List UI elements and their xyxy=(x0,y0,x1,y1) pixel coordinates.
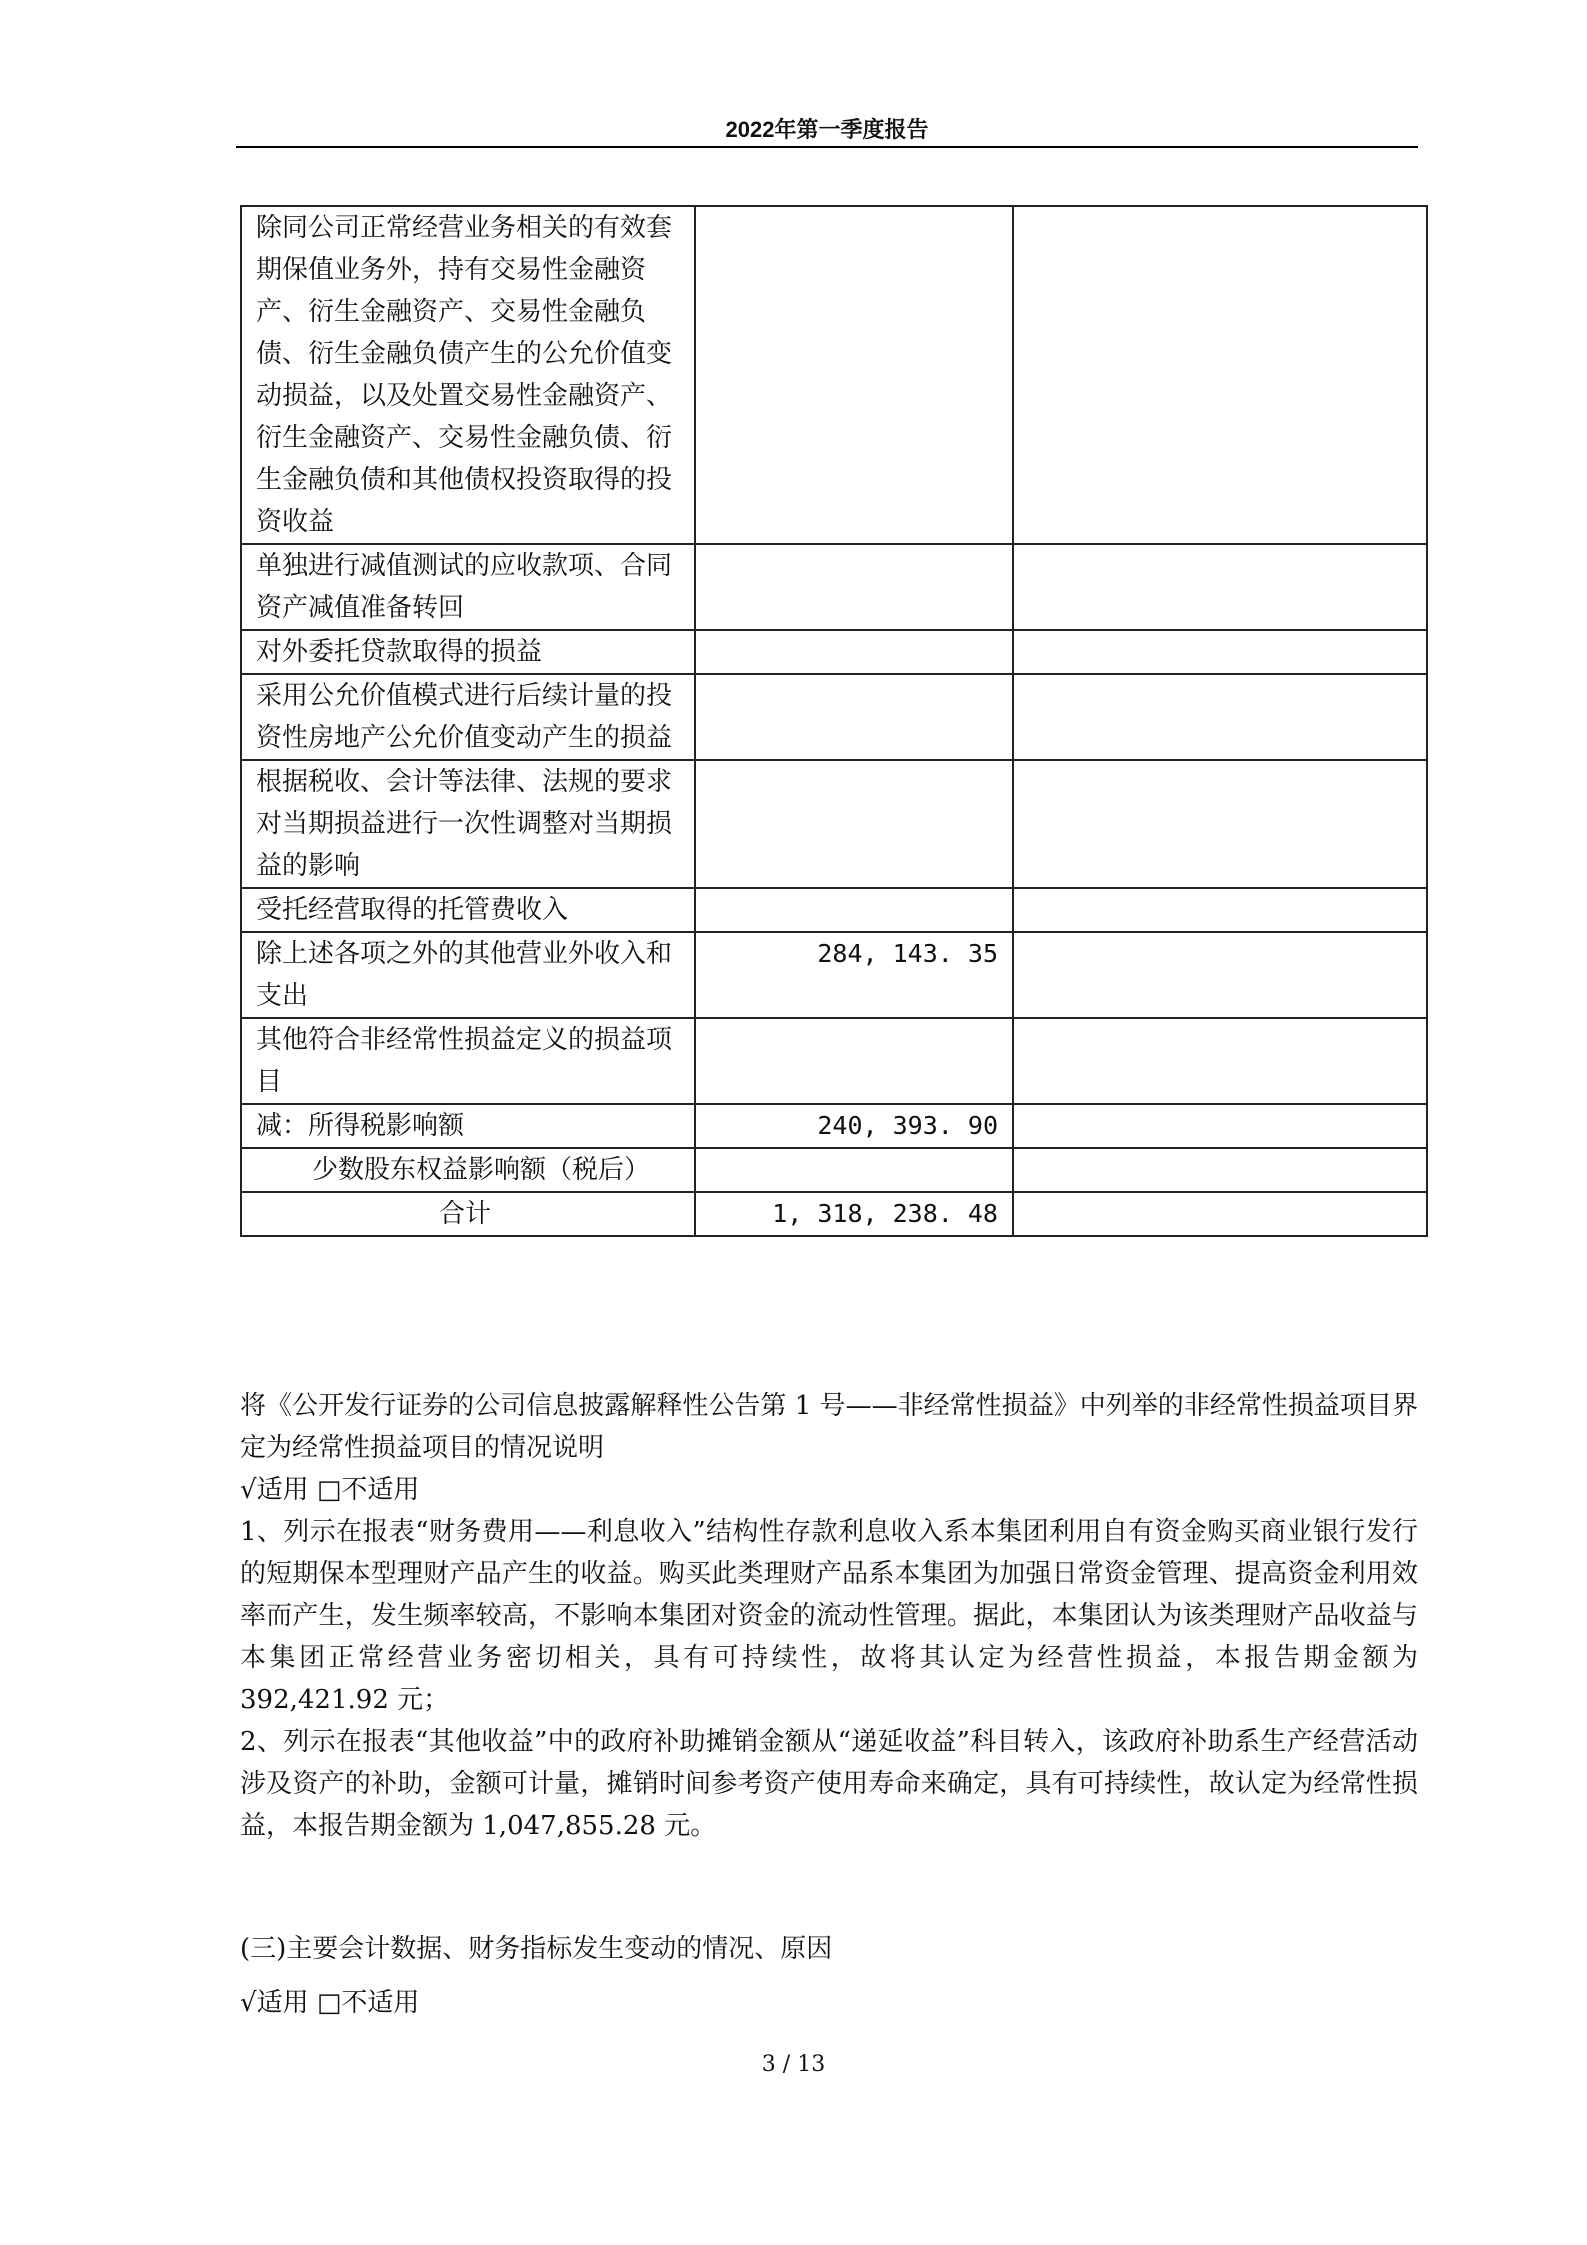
item-note xyxy=(1013,932,1427,1018)
item-label: 少数股东权益影响额（税后） xyxy=(241,1148,695,1192)
item-label: 单独进行减值测试的应收款项、合同资产减值准备转回 xyxy=(241,544,695,630)
item-note xyxy=(1013,1148,1427,1192)
total-label: 合计 xyxy=(241,1192,695,1236)
item-amount xyxy=(695,206,1013,544)
item-amount xyxy=(695,630,1013,674)
item-label: 其他符合非经常性损益定义的损益项目 xyxy=(241,1018,695,1104)
item-label: 除同公司正常经营业务相关的有效套期保值业务外，持有交易性金融资产、衍生金融资产、交易性金融负债、衍生金融负债产生的公允价值变动损益，以及处置交易性金融资产、衍生金融资产、交易性金融负债、衍生金融负债和其他债权投资取得的投资收益 xyxy=(241,206,695,544)
section-3-heading: (三)主要会计数据、财务指标发生变动的情况、原因 xyxy=(240,1934,833,1964)
item-note xyxy=(1013,674,1427,760)
item-amount xyxy=(695,1148,1013,1192)
table-row xyxy=(241,1104,1427,1148)
table-row xyxy=(241,932,1427,1018)
item-note xyxy=(1013,1104,1427,1148)
item-label: 受托经营取得的托管费收入 xyxy=(241,888,695,932)
header-divider xyxy=(236,146,1418,148)
non-recurring-items-table xyxy=(240,205,1428,1237)
explanation-intro: 将《公开发行证券的公司信息披露解释性公告第 1 号——非经常性损益》中列举的非经常性损益项目界定为经常性损益项目的情况说明 xyxy=(240,1391,1418,1463)
table-total-row xyxy=(241,1192,1427,1236)
total-amount: 1, 318, 238. 48 xyxy=(695,1192,1013,1236)
table-row xyxy=(241,1018,1427,1104)
item-label: 对外委托贷款取得的损益 xyxy=(241,630,695,674)
item-note xyxy=(1013,760,1427,888)
table-row xyxy=(241,1148,1427,1192)
total-note xyxy=(1013,1192,1427,1236)
item-note xyxy=(1013,206,1427,544)
table-row xyxy=(241,206,1427,544)
item-amount: 284, 143. 35 xyxy=(695,932,1013,1018)
table-row xyxy=(241,630,1427,674)
item-note xyxy=(1013,630,1427,674)
item-label: 除上述各项之外的其他营业外收入和支出 xyxy=(241,932,695,1018)
table-row xyxy=(241,888,1427,932)
explanation-item-2: 2、列示在报表“其他收益”中的政府补助摊销金额从“递延收益”科目转入，该政府补助系生产经营活动涉及资产的补助，金额可计量，摊销时间参考资产使用寿命来确定，具有可持续性，故认定为经常性损益，本报告期金额为 1,047,855.28 元。 xyxy=(240,1727,1418,1841)
explanation-applicability: √适用 □不适用 xyxy=(240,1475,420,1505)
page-number: 3 / 13 xyxy=(761,2052,826,2077)
item-note xyxy=(1013,1018,1427,1104)
item-note xyxy=(1013,544,1427,630)
section-3-applicability: √适用 □不适用 xyxy=(240,1988,420,2018)
explanation-item-1: 1、列示在报表“财务费用——利息收入”结构性存款利息收入系本集团利用自有资金购买商业银行发行的短期保本型理财产品产生的收益。购买此类理财产品系本集团为加强日常资金管理、提高资金利用效率而产生，发生频率较高，不影响本集团对资金的流动性管理。据此，本集团认为该类理财产品收益与本集团正常经营业务密切相关，具有可持续性，故将其认定为经营性损益，本报告期金额为 392,421.92 元； xyxy=(240,1517,1418,1715)
item-label: 采用公允价值模式进行后续计量的投资性房地产公允价值变动产生的损益 xyxy=(241,674,695,760)
item-label: 减：所得税影响额 xyxy=(241,1104,695,1148)
item-amount xyxy=(695,674,1013,760)
item-amount xyxy=(695,760,1013,888)
item-amount xyxy=(695,888,1013,932)
table-row xyxy=(241,674,1427,760)
item-amount xyxy=(695,1018,1013,1104)
item-note xyxy=(1013,888,1427,932)
item-label: 根据税收、会计等法律、法规的要求对当期损益进行一次性调整对当期损益的影响 xyxy=(241,760,695,888)
table-row xyxy=(241,544,1427,630)
table-row xyxy=(241,760,1427,888)
report-header-title: 2022年第一季度报告 xyxy=(725,117,929,142)
item-amount: 240, 393. 90 xyxy=(695,1104,1013,1148)
item-amount xyxy=(695,544,1013,630)
